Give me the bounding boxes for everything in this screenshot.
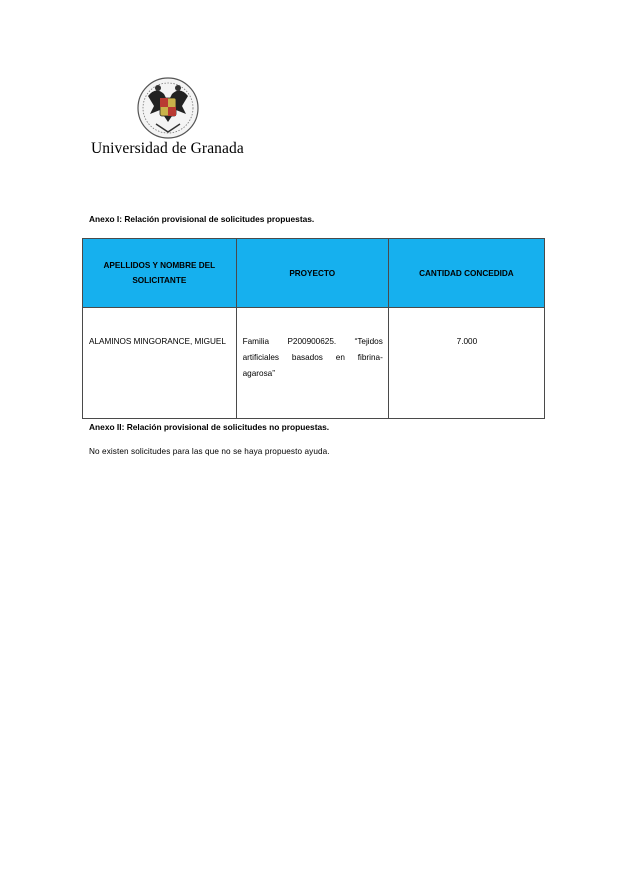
- annex-2-title: Anexo II: Relación provisional de solicitudes no propuestas.: [89, 422, 330, 432]
- cell-applicant: ALAMINOS MINGORANCE, MIGUEL: [83, 308, 237, 419]
- column-header-amount: CANTIDAD CONCEDIDA: [388, 239, 544, 308]
- table-row: [83, 308, 545, 419]
- column-header-project: PROYECTO: [236, 239, 388, 308]
- proposed-applications-table: [82, 238, 545, 419]
- column-header-applicant: APELLIDOS Y NOMBRE DEL SOLICITANTE: [83, 239, 237, 308]
- cell-amount: 7.000: [388, 308, 544, 419]
- annex-2-text: No existen solicitudes para las que no se haya propuesto ayuda.: [89, 447, 330, 456]
- cell-project: Familia P200900625. “Tejidos artificiales basados en fibrina-agarosa”: [236, 308, 388, 419]
- table-header-row: [83, 239, 545, 308]
- institution-name: Universidad de Granada: [91, 140, 244, 157]
- annex-1-title: Anexo I: Relación provisional de solicitudes propuestas.: [89, 214, 315, 224]
- university-coat-of-arms-icon: [134, 76, 202, 140]
